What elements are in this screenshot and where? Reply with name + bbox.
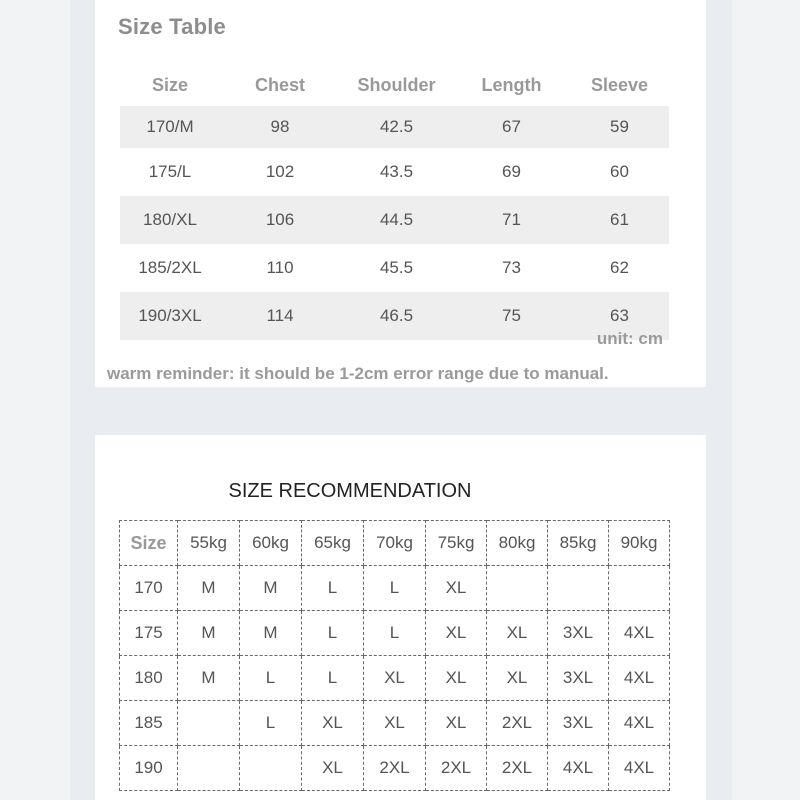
table-cell: 180 xyxy=(120,656,178,701)
table-cell: 69 xyxy=(502,162,521,181)
table-cell: 44.5 xyxy=(340,196,453,244)
table-cell: 185 xyxy=(120,701,178,746)
table-cell: 185/2XL xyxy=(138,258,202,277)
header-cell: 90kg xyxy=(609,521,670,566)
table-cell: L xyxy=(364,566,426,611)
table-cell: 4XL xyxy=(609,611,670,656)
header-cell: Size xyxy=(151,74,189,95)
table-cell: XL xyxy=(487,611,548,656)
table-cell: 2XL xyxy=(487,701,548,746)
table-row xyxy=(120,148,669,196)
table-cell: L xyxy=(302,656,364,701)
size-table xyxy=(120,64,669,340)
header-cell: Sleeve xyxy=(590,74,649,95)
table-cell: L xyxy=(240,701,302,746)
table-cell: 43.5 xyxy=(379,162,414,181)
table-cell: 59 xyxy=(570,106,669,148)
table-row xyxy=(120,746,670,791)
table-row xyxy=(120,292,669,340)
header-cell: 85kg xyxy=(548,521,609,566)
recommendation-header-row xyxy=(120,521,670,566)
table-cell: 45.5 xyxy=(379,258,414,277)
table-cell: 190 xyxy=(120,746,178,791)
table-cell: XL xyxy=(364,701,426,746)
table-cell xyxy=(178,746,240,791)
table-cell: 73 xyxy=(502,258,521,277)
table-cell: XL xyxy=(487,656,548,701)
table-cell: 60 xyxy=(610,162,629,181)
table-cell: 75 xyxy=(453,292,570,340)
table-cell: M xyxy=(240,611,302,656)
table-cell: 63 xyxy=(570,292,669,340)
table-cell: 170 xyxy=(120,566,178,611)
table-cell: 67 xyxy=(453,106,570,148)
table-cell: 3XL xyxy=(548,701,609,746)
table-cell: 175 xyxy=(120,611,178,656)
table-cell: XL xyxy=(302,746,364,791)
table-cell: M xyxy=(178,611,240,656)
recommendation-title: SIZE RECOMMENDATION xyxy=(228,480,472,502)
header-cell: Shoulder xyxy=(357,74,436,95)
table-cell: M xyxy=(240,566,302,611)
table-row xyxy=(120,701,670,746)
table-cell: M xyxy=(178,566,240,611)
size-table-header-row xyxy=(120,64,669,106)
size-recommendation-table xyxy=(119,520,670,791)
table-cell: 4XL xyxy=(609,656,670,701)
table-cell: 190/3XL xyxy=(120,292,220,340)
table-cell: XL xyxy=(302,701,364,746)
unit-label: unit: cm xyxy=(596,329,663,348)
header-cell: Chest xyxy=(254,74,305,95)
table-cell: L xyxy=(302,566,364,611)
table-row xyxy=(120,656,670,701)
header-cell: Length xyxy=(481,74,542,95)
table-cell: 3XL xyxy=(548,656,609,701)
table-cell: 2XL xyxy=(364,746,426,791)
table-cell: 180/XL xyxy=(120,196,220,244)
table-cell: 62 xyxy=(610,258,629,277)
table-cell: L xyxy=(364,611,426,656)
table-cell: 4XL xyxy=(609,746,670,791)
header-cell: 65kg xyxy=(302,521,364,566)
table-cell: 175/L xyxy=(148,162,192,181)
table-cell: 2XL xyxy=(487,746,548,791)
table-cell: 2XL xyxy=(426,746,487,791)
table-row xyxy=(120,106,669,148)
header-cell: 55kg xyxy=(178,521,240,566)
table-cell: XL xyxy=(426,611,487,656)
table-cell: 71 xyxy=(453,196,570,244)
header-cell: Size xyxy=(120,521,178,566)
table-cell: XL xyxy=(426,701,487,746)
table-row xyxy=(120,611,670,656)
table-cell xyxy=(487,566,548,611)
table-cell xyxy=(178,701,240,746)
table-cell: XL xyxy=(426,566,487,611)
table-cell xyxy=(548,566,609,611)
table-cell: XL xyxy=(364,656,426,701)
table-cell: 106 xyxy=(220,196,340,244)
table-cell: 170/M xyxy=(120,106,220,148)
header-cell: 60kg xyxy=(240,521,302,566)
table-cell xyxy=(240,746,302,791)
warm-reminder-note: warm reminder: it should be 1-2cm error range due to manual. xyxy=(107,364,609,383)
table-row xyxy=(120,196,669,244)
table-cell xyxy=(609,566,670,611)
table-cell: L xyxy=(240,656,302,701)
table-row xyxy=(120,566,670,611)
table-cell: 102 xyxy=(265,162,295,181)
table-cell: 4XL xyxy=(609,701,670,746)
table-cell: 61 xyxy=(570,196,669,244)
table-cell: XL xyxy=(426,656,487,701)
table-cell: L xyxy=(302,611,364,656)
table-cell: 42.5 xyxy=(340,106,453,148)
header-cell: 80kg xyxy=(487,521,548,566)
table-cell: 3XL xyxy=(548,611,609,656)
table-cell: 114 xyxy=(220,292,340,340)
table-cell: 110 xyxy=(266,258,294,277)
table-cell: 46.5 xyxy=(340,292,453,340)
table-cell: 98 xyxy=(220,106,340,148)
table-row xyxy=(120,244,669,292)
size-table-title: Size Table xyxy=(118,14,226,39)
table-cell: 4XL xyxy=(548,746,609,791)
header-cell: 70kg xyxy=(364,521,426,566)
header-cell: 75kg xyxy=(426,521,487,566)
table-cell: M xyxy=(178,656,240,701)
